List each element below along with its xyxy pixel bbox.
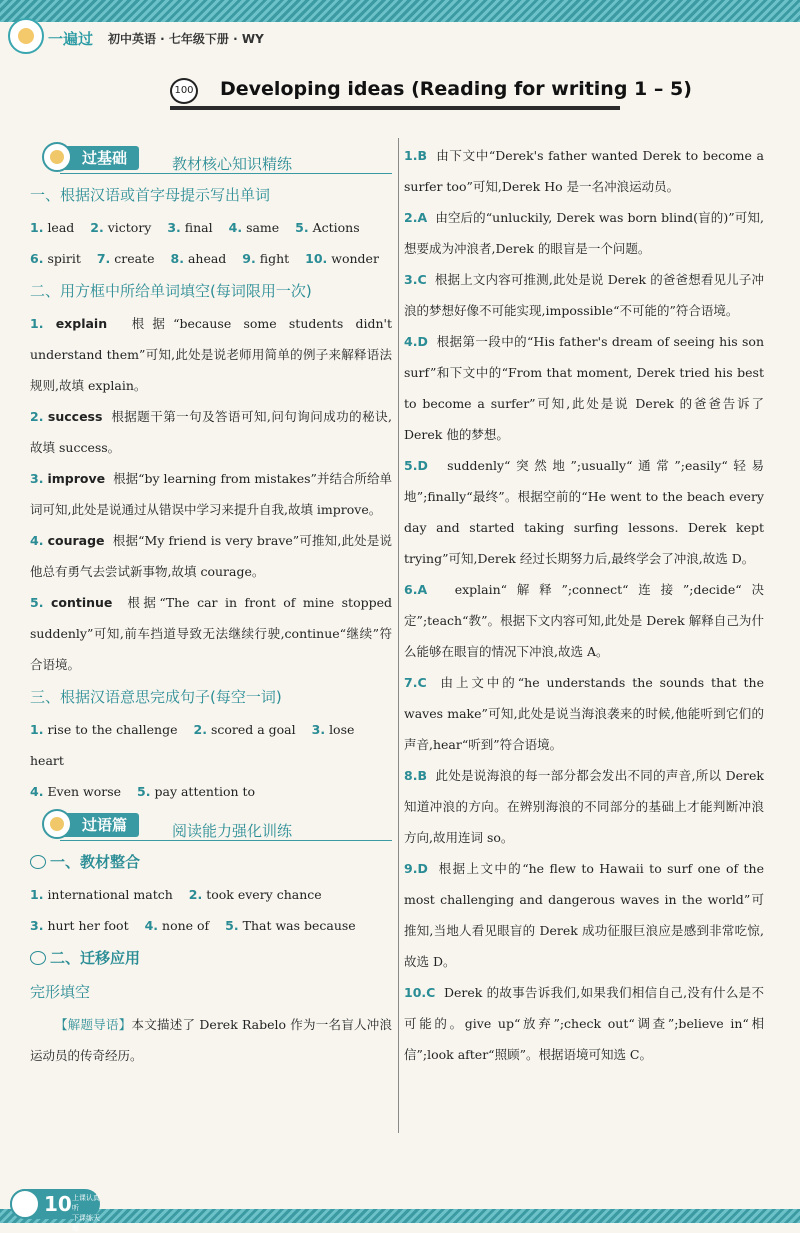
left-column [30, 140, 392, 1071]
answer-item: 5. continue 根据“The car in front of mine stopped suddenly”可知,前车挡道导致无法继续行驶,continue“继续”符合语境。 [30, 595, 392, 672]
part-heading: 一、根据汉语或首字母提示写出单词 [30, 186, 271, 204]
right-column [404, 140, 764, 1070]
answer-item: 2. success 根据题干第一句及答语可知,问句询问成功的秘诀,故填 success。 [30, 409, 393, 455]
page-number: 10 [44, 1192, 72, 1216]
title-underline [170, 106, 620, 110]
guide-text: 【解题导语】本文描述了 Derek Rabelo 作为一名盲人冲浪运动员的传奇经历。 [30, 1017, 392, 1063]
answer-item: 1. explain 根据“because some students didn't understand them”可知,此处是说老师用简单的例子来解释语法规则,故填 explain。 [30, 316, 393, 393]
cloze-heading: 完形填空 [30, 983, 91, 1001]
subsection-heading: 一、教材整合 [30, 845, 392, 879]
mascot-icon [30, 855, 46, 869]
answer-item: 3.C 根据上文内容可推测,此处是说 Derek 的爸爸想看见儿子冲浪的梦想好像不可能实现,impossible“不可能的”符合语境。 [404, 272, 764, 318]
answer-row: 1. rise to the challenge 2. scored a goal 3. lose heart [30, 722, 355, 768]
mascot-icon [42, 809, 72, 839]
section-rule [60, 840, 392, 841]
section-rule [60, 173, 392, 174]
answer-item: 2.A 由空后的“unluckily, Derek was born blind(盲的)”可知,想要成为冲浪者,Derek 的眼盲是一个问题。 [404, 210, 764, 256]
mascot-icon [30, 951, 46, 965]
book-subject: 初中英语 · 七年级下册 · WY [108, 32, 264, 46]
answer-item: 5.D suddenly“突然地”;usually“通常”;easily“轻易地”;finally“最终”。根据空前的“He went to the beach every day and started taking surfing lessons. Derek kept trying”可知,Derek 经过长期努力后,最终学会了冲浪,故选 D。 [404, 458, 765, 566]
page-number-badge [10, 1189, 100, 1232]
answer-row: 3. hurt her foot 4. none of 5. That was because [30, 918, 356, 933]
answer-row: 4. Even worse 5. pay attention to [30, 784, 256, 799]
answer-row: 1. international match 2. took every chance [30, 887, 322, 902]
title-badge-icon: 100 [170, 78, 198, 104]
answer-item: 6.A explain“解释”;connect“连接”;decide“决定”;teach“教”。根据下文内容可知,此处是 Derek 解释自己为什么能够在眼盲的情况下冲浪,故选 A。 [404, 582, 764, 659]
section-title: 教材核心知识精练 [172, 155, 293, 173]
section-header-basics [30, 140, 392, 174]
answer-row: 6. spirit 7. create 8. ahead 9. fight 10. wonder [30, 251, 379, 266]
answer-item: 4. courage 根据“My friend is very brave”可推知,此处是说他总有勇气去尝试新事物,故填 courage。 [30, 533, 392, 579]
brand-name: 一遍过 [48, 30, 94, 48]
lesson-title-block [170, 76, 692, 112]
section-badge: 过语篇 [60, 813, 139, 837]
section-badge: 过基础 [60, 146, 139, 170]
part-heading: 三、根据汉语意思完成句子(每空一词) [30, 688, 282, 706]
bottom-stripe [0, 1209, 800, 1223]
section-title: 阅读能力强化训练 [172, 822, 293, 840]
answer-item: 4.D 根据第一段中的“His father's dream of seeing his son surf”和下文中的“From that moment, Derek tried his best to become a surfer”可知,此处是说 Derek 的爸爸告诉了 Derek 他的梦想。 [404, 334, 764, 442]
column-divider [398, 138, 399, 1133]
part-heading: 二、用方框中所给单词填空(每词限用一次) [30, 282, 312, 300]
answer-item: 7.C 由上文中的“he understands the sounds that the waves make”可知,此处是说当海浪袭来的时候,他能听到它们的声音,hear“听到”符合语境。 [404, 675, 764, 752]
answer-item: 1.B 由下文中“Derek's father wanted Derek to become a surfer too”可知,Derek Ho 是一名冲浪运动员。 [404, 148, 764, 194]
section-header-reading [30, 807, 392, 841]
answer-item: 9.D 根据上文中的“he flew to Hawaii to surf one of the most challenging and dangerous waves in the world”可推知,当地人看见眼盲的 Derek 成功征服巨浪应是感到非常吃惊,故选 D。 [404, 861, 764, 969]
lesson-title: Developing ideas (Reading for writing 1 – 5) [220, 78, 692, 100]
answer-row: 1. lead 2. victory 3. final 4. same 5. Actions [30, 220, 360, 235]
answer-item: 3. improve 根据“by learning from mistakes”并结合所给单词可知,此处是说通过从错误中学习来提升自我,故填 improve。 [30, 471, 393, 517]
mascot-icon [42, 142, 72, 172]
footer-slogan: 上课认真听 下课练天题 [72, 1194, 100, 1232]
top-stripe [0, 0, 800, 22]
answer-item: 8.B 此处是说海浪的每一部分都会发出不同的声音,所以 Derek 知道冲浪的方向。在辨别海浪的不同部分的基础上才能判断冲浪方向,故用连词 so。 [404, 768, 764, 845]
mascot-icon [10, 1189, 40, 1219]
answer-item: 10.C Derek 的故事告诉我们,如果我们相信自己,没有什么是不可能的。give up“放弃”;check out“调查”;believe in“相信”;look after“照顾”。根据语境可知选 C。 [404, 985, 764, 1062]
brand-logo-icon [8, 18, 44, 54]
subsection-heading: 二、迁移应用 [30, 941, 392, 975]
